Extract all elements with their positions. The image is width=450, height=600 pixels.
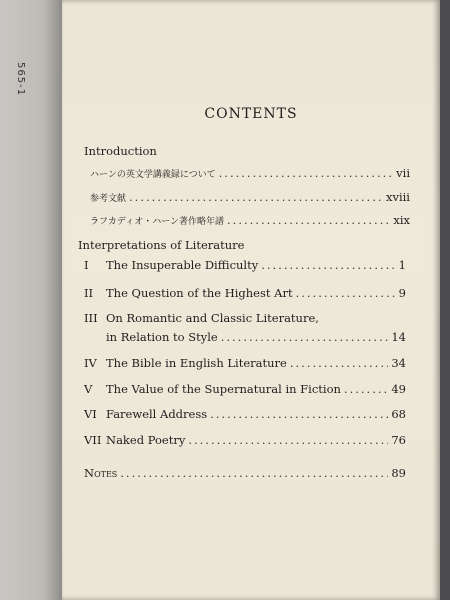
chapter-page: 76 [391, 433, 406, 447]
chapter-number: VI [84, 407, 97, 421]
intro-heading [84, 144, 404, 158]
chapter-entry [84, 433, 406, 447]
chapter-number: III [84, 311, 98, 325]
toc-leader [120, 466, 388, 480]
toc-leader [221, 330, 389, 344]
toc-leader [188, 433, 388, 447]
toc-leader [210, 407, 388, 421]
notes-page: 89 [391, 466, 406, 480]
toc-leader [227, 213, 390, 227]
chapter-page: 68 [391, 407, 406, 421]
chapter-page: 1 [398, 258, 406, 272]
chapter-page: 14 [391, 330, 406, 344]
chapter-number: IV [84, 356, 97, 370]
chapter-label: On Romantic and Classic Literature, [106, 311, 319, 325]
chapter-entry [84, 258, 406, 272]
chapter-entry [84, 286, 406, 300]
interp-heading-label: Interpretations of Literature [78, 238, 245, 252]
toc-entry [90, 166, 410, 180]
chapter-label-continued: in Relation to Style [106, 330, 218, 344]
chapter-label: The Question of the Highest Art [106, 286, 293, 300]
chapter-label: The Bible in English Literature [106, 356, 287, 370]
notes-entry [84, 466, 406, 480]
page-title: CONTENTS [204, 106, 298, 122]
chapter-entry [84, 356, 406, 370]
chapter-page: 49 [391, 382, 406, 396]
facing-page-edge [0, 0, 62, 600]
chapter-label: Naked Poetry [106, 433, 186, 447]
toc-page: xviii [385, 190, 410, 204]
chapter-entry [84, 407, 406, 421]
toc-label: ラフカディオ・ハーン著作略年譜 [90, 217, 225, 227]
intro-heading-label: Introduction [84, 144, 157, 158]
interp-heading [78, 238, 398, 252]
toc-entry [90, 190, 410, 204]
toc-page: xix [393, 213, 410, 227]
toc-label: ハーンの英文学講義録について [90, 170, 216, 180]
toc-leader [296, 286, 396, 300]
toc-leader [219, 166, 393, 180]
chapter-entry [84, 382, 406, 396]
toc-page: vii [396, 166, 410, 180]
chapter-label: The Insuperable Difficulty [106, 258, 259, 272]
chapter-page: 9 [398, 286, 406, 300]
side-mark: 565-1 [15, 62, 26, 97]
chapter-entry-continued [106, 330, 406, 344]
chapter-number: VII [84, 433, 102, 447]
chapter-page: 34 [391, 356, 406, 370]
chapter-entry [84, 311, 406, 325]
toc-leader [261, 258, 395, 272]
background-edge [440, 0, 450, 600]
notes-label: Notes [84, 466, 118, 480]
chapter-label: The Value of the Supernatural in Fiction [106, 382, 341, 396]
chapter-label: Farewell Address [106, 407, 208, 421]
toc-leader [344, 382, 388, 396]
toc-leader [290, 356, 389, 370]
toc-entry [90, 213, 410, 227]
chapter-number: I [84, 258, 89, 272]
toc-label: 参考文献 [90, 194, 127, 204]
toc-leader [129, 190, 383, 204]
chapter-number: II [84, 286, 94, 300]
chapter-number: V [84, 382, 93, 396]
contents-page [62, 0, 440, 600]
